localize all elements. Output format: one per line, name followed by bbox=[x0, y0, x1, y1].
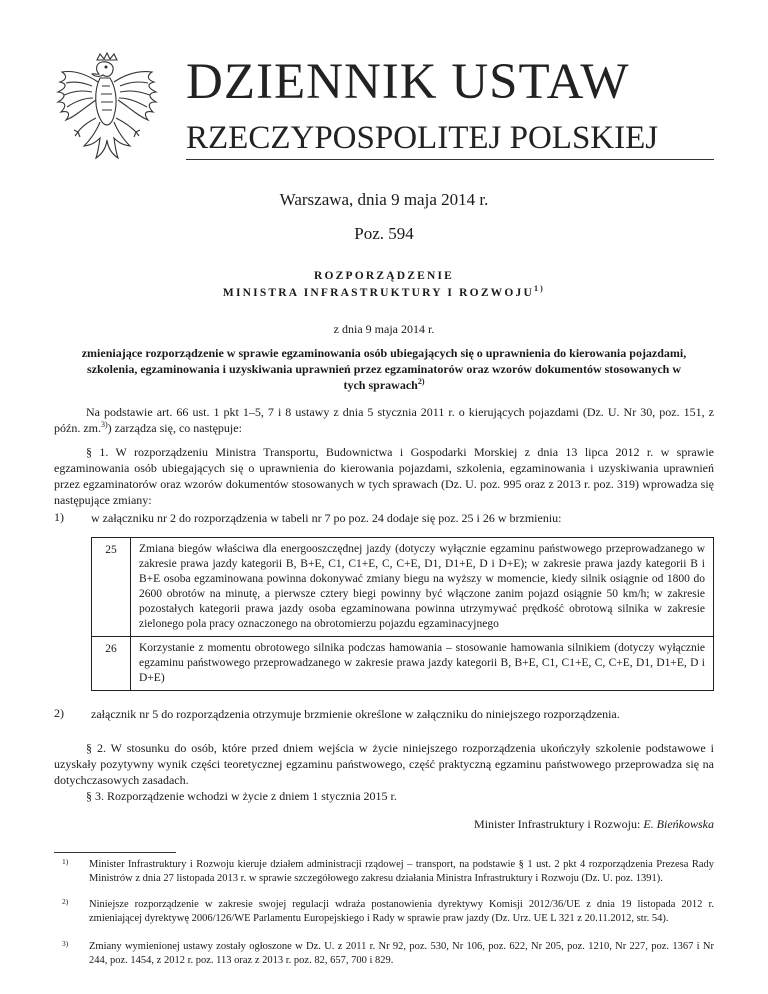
table-row bbox=[92, 538, 714, 637]
journal-subtitle: RZECZYPOSPOLITEJ POLSKIEJ bbox=[186, 120, 659, 156]
amendment-item-number: 2) bbox=[54, 706, 64, 720]
footnote-divider bbox=[54, 852, 176, 853]
section-1: § 1. W rozporządzeniu Ministra Transportu, Budownictwa i Gospodarki Morskiej z dnia 13 lipca 2012 r. w sprawie egzaminowania osób ubiegających się o uprawnienia do kierowania pojazdami, szkolenia, egzaminowania i uzyskiwania uprawnień przez egzaminatorów oraz wzorów dokumentów stosowanych w tych sprawach (Dz. U. poz. 995 oraz z 2013 r. poz. 319) wprowadza się następujące zmiany: bbox=[54, 445, 714, 507]
table-cell-text: Korzystanie z momentu obrotowego silnika podczas hamowania – stosowanie hamowania silnikiem (dotyczy wyłącznie egzaminu państwowego przeprowadzanego w zakresie prawa jazdy kategorii B, B+E, C1, C1+E, C, C+E, D1, D1+E, D i D+E) bbox=[131, 637, 714, 691]
table-row bbox=[92, 637, 714, 691]
section-2: § 2. W stosunku do osób, które przed dniem wejścia w życie niniejszego rozporządzenia ukończyły szkolenie podstawowe i uzyskały pozytywny wynik części teoretycznej egzaminu państwowego, część praktyczną egzaminu państwowego przeprowadza się na dotychczasowych zasadach. bbox=[54, 741, 714, 787]
footnote-ref-3: 3) bbox=[101, 420, 108, 429]
signature-role: Minister Infrastruktury i Rozwoju: bbox=[474, 817, 644, 831]
act-date: z dnia 9 maja 2014 r. bbox=[333, 322, 435, 336]
footnote-ref-1: 1) bbox=[533, 284, 546, 294]
act-authority-text: MINISTRA INFRASTRUKTURY I ROZWOJU bbox=[222, 287, 534, 299]
act-subject bbox=[80, 345, 688, 393]
header-divider bbox=[186, 159, 714, 160]
legal-basis-text-a: Na podstawie art. 66 ust. 1 pkt 1–5, 7 i 8 ustawy z dnia 5 stycznia 2011 r. o kierujących pojazdami (Dz. U. Nr 30, poz. 151, z późn. zm. bbox=[54, 405, 714, 435]
table-cell-text: Zmiana biegów właściwa dla energooszczędnej jazdy (dotyczy wyłącznie egzaminu państwowego przeprowadzanego w zakresie prawa jazdy kategorii B, B+E, C1, C1+E, C, C+E, D1, D1+E, D i D+E); w zakresie prawa jazdy kategorii B i B+E osoba egzaminowana powinna dokonywać zmiany biegu na wyższy w momencie, kiedy silnik osiągnie od 1800 do 2600 obrotów na minutę, a pierwsze cztery biegi powinny być włączone zanim pojazd osiągnie 50 km/h; w zakresie pozostałych kategorii prawa jazdy osoba egzaminowana powinna utrzymywać prędkość obrotową silnika w zakresie zielonego pola pracy oznaczonego na obrotomierzu pojazdu egzaminacyjnego bbox=[131, 538, 714, 637]
legal-basis-text-b: ) zarządza się, co następuje: bbox=[107, 421, 242, 435]
section-3: § 3. Rozporządzenie wchodzi w życie z dniem 1 stycznia 2015 r. bbox=[86, 789, 397, 803]
amendment-item-text: w załączniku nr 2 do rozporządzenia w tabeli nr 7 po poz. 24 dodaje się poz. 25 i 26 w brzmieniu: bbox=[91, 511, 562, 525]
footnote-mark: 2) bbox=[62, 897, 69, 906]
legal-basis bbox=[54, 404, 714, 436]
amendment-table bbox=[91, 537, 714, 691]
table-cell-number: 25 bbox=[92, 538, 131, 637]
footnote-mark: 1) bbox=[62, 857, 69, 866]
amendment-item-number: 1) bbox=[54, 510, 64, 524]
amendment-item-text: załącznik nr 5 do rozporządzenia otrzymuje brzmienie określone w załączniku do niniejszego rozporządzenia. bbox=[91, 707, 620, 721]
white-eagle-emblem-icon bbox=[52, 50, 162, 170]
act-authority bbox=[0, 284, 768, 299]
footnote-ref-2: 2) bbox=[417, 377, 425, 386]
table-cell-number: 26 bbox=[92, 637, 131, 691]
signature bbox=[474, 817, 714, 832]
signature-name: E. Bieńkowska bbox=[643, 817, 714, 831]
act-subject-text: zmieniające rozporządzenie w sprawie egzaminowania osób ubiegających się o uprawnienia do kierowania pojazdami, szkolenia, egzaminowania i uzyskiwania uprawnień przez egzaminatorów oraz wzorów dokumentów stosowanych w tych sprawach bbox=[81, 346, 687, 392]
journal-title: DZIENNIK USTAW bbox=[186, 54, 630, 110]
footnote bbox=[54, 858, 714, 885]
footnote-text: Minister Infrastruktury i Rozwoju kieruje działem administracji rządowej – transport, na podstawie § 1 ust. 2 pkt 4 rozporządzenia Prezesa Rady Ministrów z dnia 27 listopada 2013 r. w sprawie szczegółowego zakresu działania Ministra Infrastruktury i Rozwoju (Dz. U. poz. 1391). bbox=[89, 859, 714, 884]
footnote-text: Zmiany wymienionej ustawy zostały ogłoszone w Dz. U. z 2011 r. Nr 92, poz. 530, Nr 106, poz. 622, Nr 205, poz. 1210, Nr 227, poz. 1367 i Nr 244, poz. 1454, z 2012 r. poz. 113 oraz z 2013 r. poz. 82, 657, 700 i 829. bbox=[89, 941, 714, 966]
footnote bbox=[54, 940, 714, 967]
act-type: ROZPORZĄDZENIE bbox=[313, 270, 455, 282]
footnote bbox=[54, 898, 714, 925]
footnote-mark: 3) bbox=[62, 939, 69, 948]
issue-position: Poz. 594 bbox=[354, 224, 414, 243]
footnote-text: Niniejsze rozporządzenie w zakresie swojej regulacji wdraża postanowienia dyrektywy Komisji 2012/36/UE z dnia 19 listopada 2012 r. zmieniającej dyrektywę 2006/126/WE Parlamentu Europejskiego i Rady w sprawie praw jazdy (Dz. Urz. UE L 321 z 20.11.2012, str. 54). bbox=[89, 899, 714, 924]
issue-dateline: Warszawa, dnia 9 maja 2014 r. bbox=[279, 190, 489, 209]
